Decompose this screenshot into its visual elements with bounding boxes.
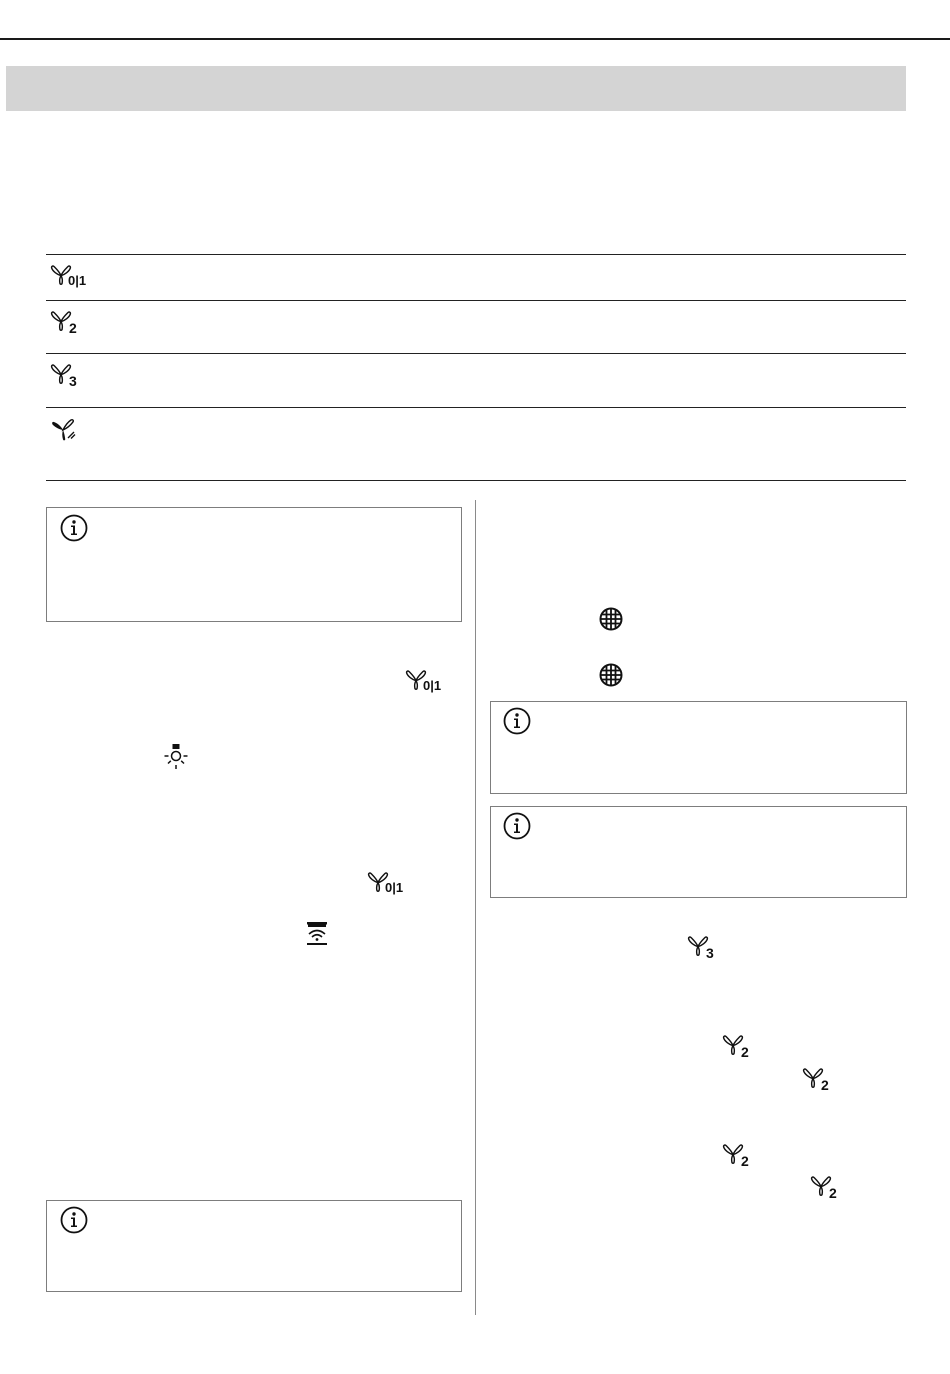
- fan-speed-label: 2: [821, 1077, 829, 1093]
- fan-speed-3-icon: [50, 362, 77, 389]
- light-icon: [164, 744, 188, 770]
- fan-speed-3-icon: [687, 934, 714, 961]
- info-icon: [60, 514, 88, 542]
- section-header-band: [6, 66, 906, 111]
- table-rule: [46, 480, 906, 481]
- fan-boost-icon: [51, 418, 77, 442]
- fan-speed-label: 2: [741, 1153, 749, 1169]
- column-divider: [475, 500, 476, 1315]
- grease-filter-icon: [599, 607, 623, 631]
- fan-speed-label: 0|1: [68, 273, 87, 288]
- fan-speed-2-icon: [802, 1066, 829, 1093]
- fan-speed-label: 0|1: [423, 678, 442, 693]
- fan-speed-label: 0|1: [385, 880, 404, 895]
- fan-speed-0-1-icon: [405, 668, 442, 693]
- info-note: [490, 701, 907, 794]
- table-rule: [46, 254, 906, 255]
- info-icon: [60, 1206, 88, 1234]
- table-rule: [46, 300, 906, 301]
- table-rule: [46, 353, 906, 354]
- info-icon: [503, 812, 531, 840]
- fan-speed-2-icon: [722, 1033, 749, 1060]
- info-icon: [503, 707, 531, 735]
- hob2hood-icon: [306, 922, 328, 946]
- fan-speed-2-icon: [50, 309, 77, 336]
- fan-speed-0-1-icon: [50, 263, 87, 288]
- info-note: [46, 507, 462, 622]
- fan-speed-2-icon: [722, 1142, 749, 1169]
- top-rule: [0, 38, 950, 40]
- fan-speed-label: 3: [706, 945, 714, 961]
- fan-speed-label: 3: [69, 373, 77, 389]
- fan-speed-label: 2: [741, 1044, 749, 1060]
- table-rule: [46, 407, 906, 408]
- fan-speed-0-1-icon: [367, 870, 404, 895]
- info-note: [490, 806, 907, 898]
- fan-speed-label: 2: [829, 1185, 837, 1201]
- grease-filter-icon: [599, 663, 623, 687]
- fan-speed-label: 2: [69, 320, 77, 336]
- fan-speed-2-icon: [810, 1174, 837, 1201]
- info-note: [46, 1200, 462, 1292]
